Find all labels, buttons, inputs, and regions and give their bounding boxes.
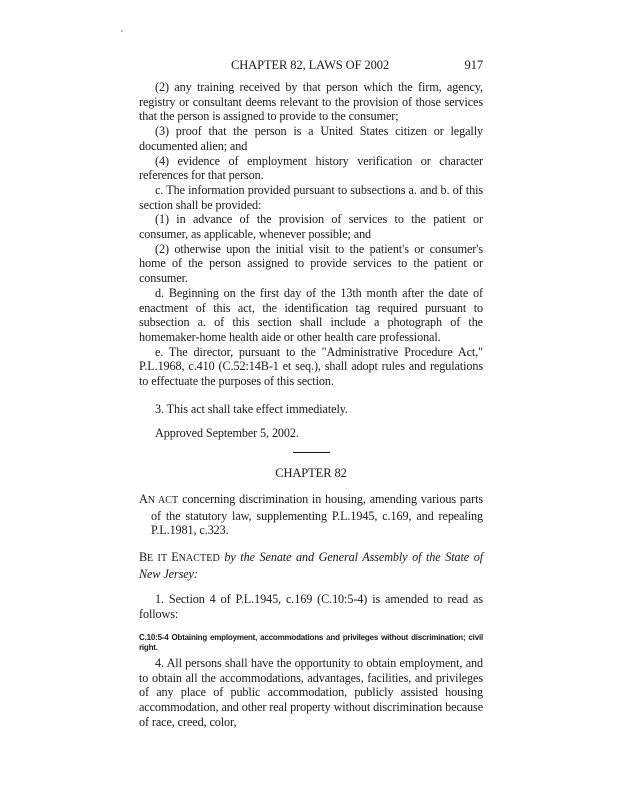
enacting-clause: [139, 550, 483, 581]
page-number: 917: [464, 58, 483, 72]
enact-lead-first: B: [139, 549, 148, 564]
paragraph-c: c. The information provided pursuant to subsections a. and b. of this section shall be provided:: [139, 182, 483, 212]
section-3: 3. This act shall take effect immediately.: [155, 401, 348, 416]
document-page: [139, 58, 483, 729]
act-text: concerning discrimination in housing, amending various parts of the statutory law, supplementing P.L.1945, c.169, and repealing P.L.1981, c.323.: [151, 491, 484, 538]
running-header: [139, 58, 483, 74]
chapter-divider: [293, 452, 330, 453]
act-lead-small: N ACT: [147, 494, 179, 506]
catchline: C.10:5-4 Obtaining employment, accommodations and privileges without discrimination; civil right.: [139, 632, 483, 653]
act-lead-first: A: [139, 491, 148, 506]
paragraph-c2: (2) otherwise upon the initial visit to the patient's or consumer's home of the person assigned to provide services to the patient or consumer.: [139, 241, 483, 286]
paragraph-b4: (4) evidence of employment history verification or character references for that person.: [139, 153, 483, 183]
enact-italic: by the Senate and General Assembly of the State of New Jersey:: [139, 549, 483, 581]
approval-date: Approved September 5, 2002.: [155, 426, 299, 441]
paragraph-d: d. Beginning on the first day of the 13th month after the date of enactment of this act, the identification tag required pursuant to subsection a. of this section shall include a photograph of the homemaker-home health aide or other health care professional.: [139, 285, 483, 344]
chapter-heading: CHAPTER 82: [275, 466, 347, 481]
act-title: [139, 492, 483, 538]
paragraph-c1: (1) in advance of the provision of services to the patient or consumer, as applicable, whenever possible; and: [139, 212, 483, 242]
enact-lead-small2: NACTED: [178, 552, 220, 564]
section-4-text: 4. All persons shall have the opportunity to obtain employment, and to obtain all the accommodations, advantages, facilities, and privileges of any place of public accommodation, publicly assisted housing accommodation, and other real property without discrimination because of race, creed, color,: [139, 655, 483, 729]
paragraph-b3: (3) proof that the person is a United States citizen or legally documented alien; and: [139, 124, 483, 153]
enact-lead-first2: E: [171, 549, 179, 564]
paragraph-b2: (2) any training received by that person which the firm, agency, registry or consultant deems relevant to the provision of those services that the person is assigned to provide to the consumer;: [139, 80, 483, 124]
section-1: 1. Section 4 of P.L.1945, c.169 (C.10:5-4) is amended to read as follows:: [139, 592, 483, 622]
paragraph-e: e. The director, pursuant to the "Administrative Procedure Act," P.L.1968, c.410 (C.52:14B-1 et seq.), shall adopt rules and regulations to effectuate the purposes of this section.: [139, 344, 483, 389]
enact-lead-small: E IT: [147, 552, 172, 564]
running-title: CHAPTER 82, LAWS OF 2002: [231, 58, 390, 72]
scan-artifact: [121, 30, 123, 32]
